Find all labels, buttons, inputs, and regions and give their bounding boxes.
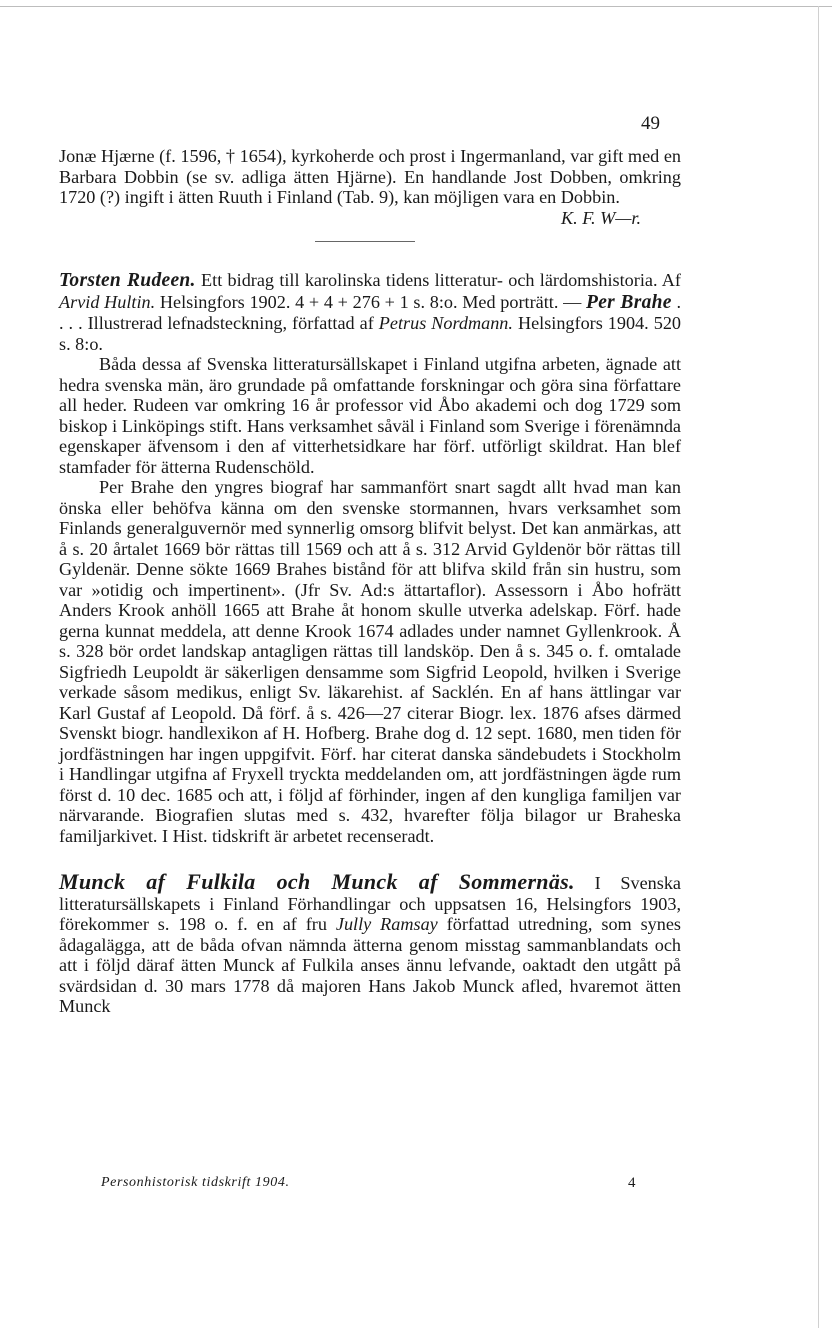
page-right-edge xyxy=(818,6,819,1328)
review1-text3: . . . . Illustrerad lefnadsteckning, författad af xyxy=(59,291,682,333)
review2-paragraph xyxy=(59,869,682,1017)
footer-journal: Personhistorisk tidskrift 1904. xyxy=(101,1175,290,1190)
review1-text4: Helsingfors 1904. 520 s. 8:o. xyxy=(59,313,682,354)
spacer xyxy=(59,242,681,270)
page-top-edge xyxy=(0,6,832,7)
intro-signature: K. F. W—r. xyxy=(560,207,641,228)
review1-text1: Ett bidrag till karolinska tidens litteratur- och lärdomshistoria. Af xyxy=(195,270,681,290)
review1-text2: Helsingfors 1902. 4 + 4 + 276 + 1 s. 8:o. Med porträtt. — xyxy=(155,291,586,312)
review1-subject1: Torsten Rudeen. xyxy=(59,270,196,291)
review1-author1: Arvid Hultin. xyxy=(59,291,156,312)
text-column xyxy=(59,146,681,1017)
review2-text1: I Svenska litteratursällskapets i Finland Förhandlingar och uppsatsen 16, Helsingfors 1903, förekommer s. 198 o. f. en af fru xyxy=(59,873,681,934)
footer-signature-mark: 4 xyxy=(628,1175,636,1191)
review1-subject2: Per Brahe xyxy=(586,291,672,313)
review1-paragraph2: Per Brahe den yngres biograf har sammanfört snart sagdt allt hvad man kan önska eller behöfva känna om den svenske stormannen, hvars verksamhet som Finlands generalguvernör med synnerlig omsorg blifvit belyst. Det kan anmärkas, att å s. 20 årtalet 1669 bör rättas till 1569 och att å s. 312 Arvid Gyldenör bör rättas till Gyldenär. Denne sökte 1669 Brahes bistånd för att blifva skild från sin hustru, som var »otidig och impertinent». (Jfr Sv. Ad:s ättartaflor). Assessorn i Åbo hofrätt Anders Krook anhöll 1665 att Brahe åt honom skulle utverka adelskap. Förf. hade gerna kunnat meddela, att denne Krook 1674 adlades under namnet Gyllenkrook. Å s. 328 bör ordet landskap antagligen rättas till landsköp. Den å s. 345 o. f. omtalade Sigfriedh Leupoldt är säkerligen densamme som Sigfrid Leopold, hvilken i Sverige verkade såsom medikus, enligt Sv. läkarehist. af Sacklén. En af hans ättlingar var Karl Gustaf af Leopold. Då förf. å s. 426—27 citerar Biogr. lex. 1876 afses därmed Svenskt biogr. handlexikon af H. Hofberg. Brahe dog d. 12 sept. 1680, men tiden för jordfästningen har ingen uppgifvit. Förf. har citerat danska sändebudets i Stockholm i Handlingar utgifna af Fryxell tryckta meddelanden om, att jordfästningen ägde rum först d. 10 dec. 1685 och att, i följd af förhinder, ingen af den kungliga familjen var närvarande. Biografien slutas med s. 432, hvarefter följa bilagor ur Braheska familjarkivet. I Hist. tidskrift är arbetet recenseradt. xyxy=(59,477,681,846)
review1-paragraph1: Båda dessa af Svenska litteratursällskapet i Finland utgifna arbeten, ägnade att hedra svenska män, äro grundade på omfattande forskningar och göra sina författare all heder. Rudeen var omkring 16 år professor vid Åbo akademi och dog 1729 som biskop i Linköpings stift. Hans verksamhet såväl i Finland som Sverige i förenämnda egenskaper äfvensom i den af vitterhetsidkare har förf. utförligt skildrat. Han blef stamfader för ätterna Rudenschöld. xyxy=(59,354,681,477)
review1-author2: Petrus Nordmann. xyxy=(378,313,513,333)
review2-author: Jully Ramsay xyxy=(335,914,438,934)
review1-heading xyxy=(59,270,681,354)
page-number: 49 xyxy=(641,113,660,134)
intro-paragraph: Jonæ Hjærne (f. 1596, † 1654), kyrkoherde och prost i Ingermanland, var gift med en Barbara Dobbin (se sv. adliga ätten Hjärne). En handlande Jost Dobben, omkring 1720 (?) ingift i ätten Ruuth i Finland (Tab. 9), kan möjligen vara en Dobbin. xyxy=(59,146,681,207)
review2-subject: Munck af Fulkila och Munck af Sommernäs. xyxy=(59,869,575,894)
review2-text2: författad utredning, som synes ådagalägga, att de båda ofvan nämnda ätterna genom misstag sammanblandats och att i följd däraf ätten Munck af Fulkila anses ännu lefvande, oaktadt den utgått på svärdsidan d. 30 mars 1778 då majoren Hans Jakob Munck afled, hvaremot ätten Munck xyxy=(59,914,682,1016)
